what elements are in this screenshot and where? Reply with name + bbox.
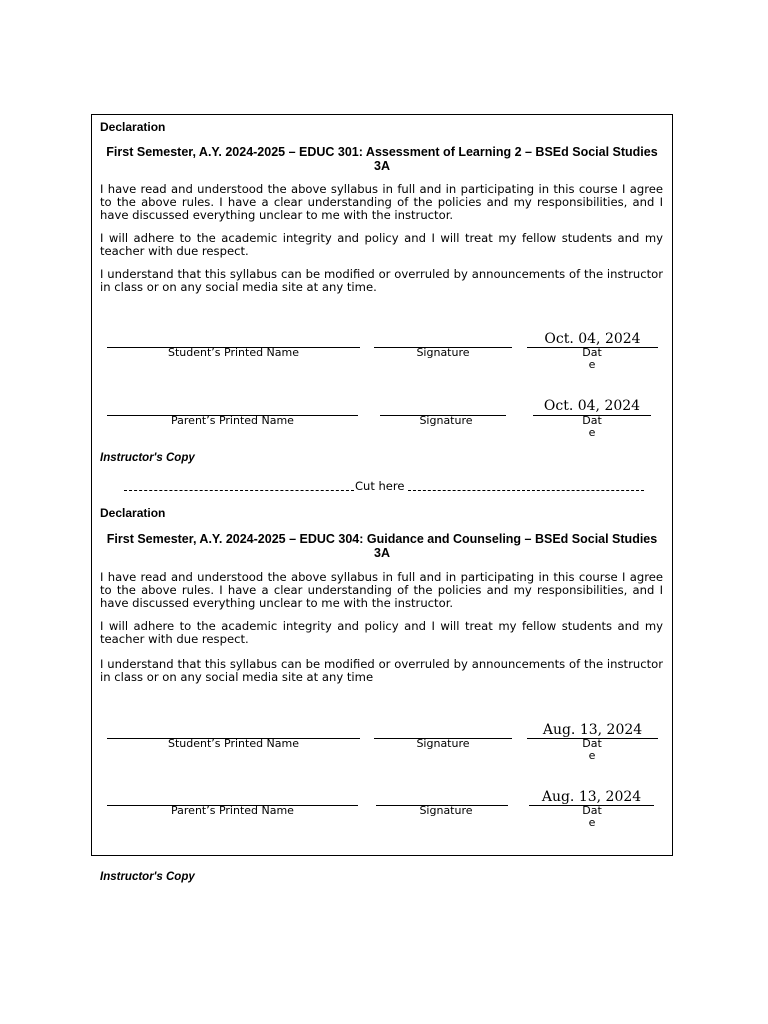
section2-paragraph-1: I have read and understood the above syllabus in full and in participating in this course I agree to the above rules. I have a clear understanding of the policies and my responsibilities, and I have discussed everything unclear to me with the instructor. [100,570,663,610]
section1-paragraph-2: I will adhere to the academic integrity and policy and I will treat my fellow students and my teacher with due respect. [100,231,663,258]
section2-title: First Semester, A.Y. 2024-2025 – EDUC 304: Guidance and Counseling – BSEd Social Studies 3A [106,532,658,560]
section2-instructors-copy: Instructor's Copy [100,871,195,883]
section2-heading: Declaration [100,506,166,520]
section1-title: First Semester, A.Y. 2024-2025 – EDUC 301: Assessment of Learning 2 – BSEd Social Studies 3A [106,145,658,173]
signature-label: Signature [416,737,470,750]
parent-name-label: Parent’s Printed Name [171,414,294,427]
date-label: Date [582,346,602,371]
date-value: Oct. 04, 2024 [544,331,641,347]
student-name-label: Student’s Printed Name [167,737,300,750]
parent-name-label: Parent’s Printed Name [171,804,294,817]
section1-heading: Declaration [100,120,166,134]
section1-paragraph-1: I have read and understood the above syllabus in full and in participating in this course I agree to the above rules. I have a clear understanding of the policies and my responsibilities, and I have discussed everything unclear to me with the instructor. [100,182,663,222]
cut-dash-right [408,490,644,491]
cut-dash-left [124,490,354,491]
date-label: Date [582,737,602,762]
date-value: Aug. 13, 2024 [541,789,642,805]
date-label: Date [582,414,602,439]
section2-paragraph-3: I understand that this syllabus can be modified or overruled by announcements of the instructor in class or on any social media site at any time [100,657,663,684]
section1-paragraph-3: I understand that this syllabus can be modified or overruled by announcements of the instructor in class or on any social media site at any time. [100,267,663,294]
signature-label: Signature [419,804,473,817]
student-name-label: Student’s Printed Name [167,346,300,359]
section1-instructors-copy: Instructor's Copy [100,452,195,464]
date-label: Date [582,804,602,829]
cut-here-label: Cut here [355,479,405,493]
cut-here-line [124,479,644,493]
signature-label: Signature [416,346,470,359]
signature-label: Signature [419,414,473,427]
section2-paragraph-2: I will adhere to the academic integrity and policy and I will treat my fellow students and my teacher with due respect. [100,619,663,646]
date-value: Oct. 04, 2024 [543,398,641,414]
date-value: Aug. 13, 2024 [542,722,643,738]
